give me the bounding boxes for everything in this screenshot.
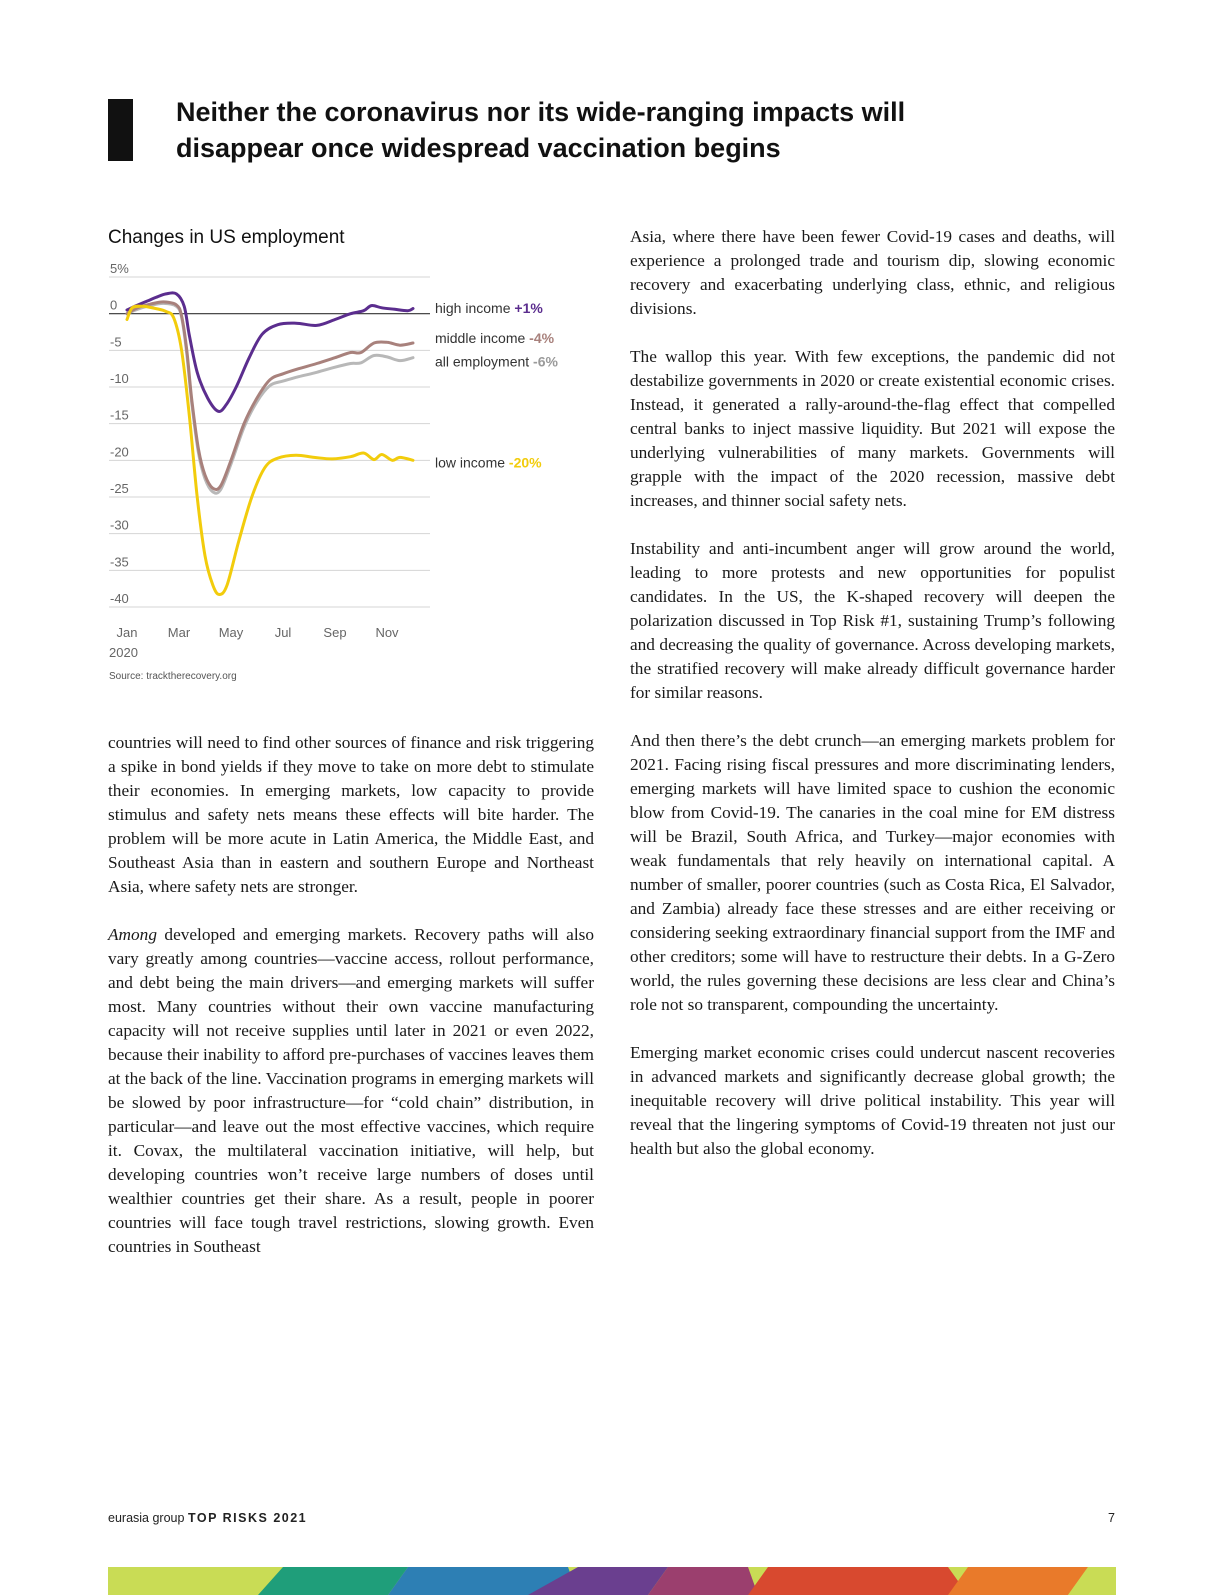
chart-series-labels	[435, 300, 558, 471]
y-tick-label: 5%	[110, 261, 129, 276]
report-title: TOP RISKS 2021	[187, 1511, 308, 1525]
paragraph: countries will need to find other sources of finance and risk triggering a spike in bond yields if they move to take on more debt to stimulate their economies. In emerging markets, low capacity to provide stimulus and safety nets means these effects will bite harder. The problem will be more acute in Latin America, the Middle East, and Southeast Asia than in eastern and southern Europe and Northeast Asia, where safety nets are stronger.	[108, 733, 594, 896]
brand-name: eurasia group	[108, 1511, 185, 1525]
column-left	[108, 731, 594, 1259]
y-tick-label: -40	[110, 591, 129, 606]
paragraph: The wallop this year. With few exceptions, the pandemic did not destabilize governments in 2020 or create existential economic crises. Instead, it generated a rally-around-the-flag effect that compelled central banks to inject massive liquidity. But 2021 will expose the underlying vulnerabilities of many markets. Governments will grapple with the impact of the 2020 recession, massive debt increases, and thinner social safety nets.	[630, 347, 1115, 510]
all-employment-label	[435, 353, 558, 369]
low-income-line	[127, 306, 413, 594]
low-income-label	[435, 455, 542, 471]
y-tick-label: -25	[110, 481, 129, 496]
series-value: -4%	[529, 329, 555, 346]
series-name: all employment	[435, 353, 534, 370]
page-heading	[176, 94, 1036, 166]
heading-accent-bar	[108, 99, 133, 161]
series-value: +1%	[514, 299, 543, 316]
heading-line-2: disappear once widespread vaccination begins	[176, 133, 781, 163]
series-name: high income	[435, 299, 515, 316]
chart-gridlines	[109, 277, 430, 607]
footer-brand	[108, 1511, 307, 1525]
stripe-shape	[948, 1567, 1088, 1595]
chart-x-ticks	[117, 625, 400, 640]
high-income-line	[127, 293, 413, 412]
series-value: -20%	[508, 454, 542, 471]
x-year-label: 2020	[109, 645, 138, 660]
chart-series	[127, 293, 413, 595]
x-tick-label: Jan	[116, 625, 138, 640]
high-income-label	[435, 300, 543, 316]
paragraph: Asia, where there have been fewer Covid-19 cases and deaths, will experience a prolonged trade and tourism dip, slowing economic recovery and exacerbating underlying class, ethnic, and religious divisions.	[630, 227, 1115, 318]
heading-line-1: Neither the coronavirus nor its wide-ranging impacts will	[176, 97, 906, 127]
x-tick-label: Jul	[274, 625, 292, 640]
stripe-shape	[748, 1567, 968, 1595]
x-tick-label: Mar	[167, 625, 191, 640]
series-value: -6%	[533, 353, 558, 370]
y-tick-label: -30	[110, 517, 129, 533]
chart-source: Source: tracktherecovery.org	[109, 671, 237, 682]
y-tick-label: -15	[110, 407, 129, 423]
column-right	[630, 225, 1115, 1161]
stripe-shape	[258, 1567, 408, 1595]
y-tick-label: -35	[110, 554, 129, 570]
decorative-color-stripe	[108, 1567, 1116, 1595]
page-number: 7	[1108, 1511, 1115, 1525]
paragraph-lead: Among	[108, 925, 157, 944]
y-tick-label: 0	[110, 297, 118, 313]
chart-title: Changes in US employment	[108, 227, 345, 248]
paragraph	[108, 923, 594, 1259]
employment-chart	[100, 258, 600, 708]
x-tick-label: May	[218, 625, 244, 640]
paragraph: Instability and anti-incumbent anger will grow around the world, leading to more protests and new opportunities for populist candidates. In the US, the K-shaped recovery will deepen the polarization discussed in Top Risk #1, sustaining Trump’s following and decreasing the quality of governance. Across developing markets, the stratified recovery will make already difficult governance harder for similar reasons.	[630, 539, 1115, 702]
paragraph: Emerging market economic crises could undercut nascent recoveries in advanced markets and significantly decrease global growth; the inequitable recovery will drive political instability. This year will reveal that the lingering symptoms of Covid-19 threaten not just our health but also the global economy.	[630, 1043, 1115, 1158]
all-employment-line	[127, 303, 413, 493]
paragraph-body: developed and emerging markets. Recovery paths will also vary greatly among countries—vaccine access, rollout performance, and debt being the main drivers—and emerging markets will suffer most. Many countries without their own vaccine manufacturing capacity will not receive supplies until later in 2021 or even 2022, because their inability to afford pre-purchases of vaccines leaves them at the back of the line. Vaccination programs in emerging markets will be slowed by poor infrastructure—for “cold chain” distribution, in particular—and leave out the most effective vaccines, which require it. Covax, the multilateral vaccination initiative, will help, but developing countries won’t receive large numbers of doses until wealthier countries get their share. As a result, people in poorer countries will face tough travel restrictions, slowing growth. Even countries in Southeast	[108, 925, 594, 1256]
x-tick-label: Sep	[323, 625, 347, 640]
paragraph: And then there’s the debt crunch—an emerging markets problem for 2021. Facing rising fiscal pressures and more discriminating lenders, emerging markets will have limited space to cushion the economic blow from Covid-19. The canaries in the coal mine for EM distress will be Brazil, South Africa, and Turkey—major economies with weak fundamentals that rely heavily on international capital. A number of smaller, poorer countries (such as Costa Rica, El Salvador, and Zambia) already face these stresses and are either receiving or considering seeking extraordinary financial support from the IMF and other creditors; some will have to restructure their debts. In a G-Zero world, the rules governing these decisions are less clear and China’s role not so transparent, compounding the uncertainty.	[630, 731, 1115, 1014]
series-name: low income	[435, 454, 509, 471]
y-tick-label: -5	[110, 334, 122, 350]
y-tick-label: -10	[110, 371, 129, 386]
x-tick-label: Nov	[375, 625, 399, 640]
y-tick-label: -20	[110, 444, 129, 460]
middle-income-label	[435, 330, 555, 346]
series-name: middle income	[435, 329, 530, 346]
